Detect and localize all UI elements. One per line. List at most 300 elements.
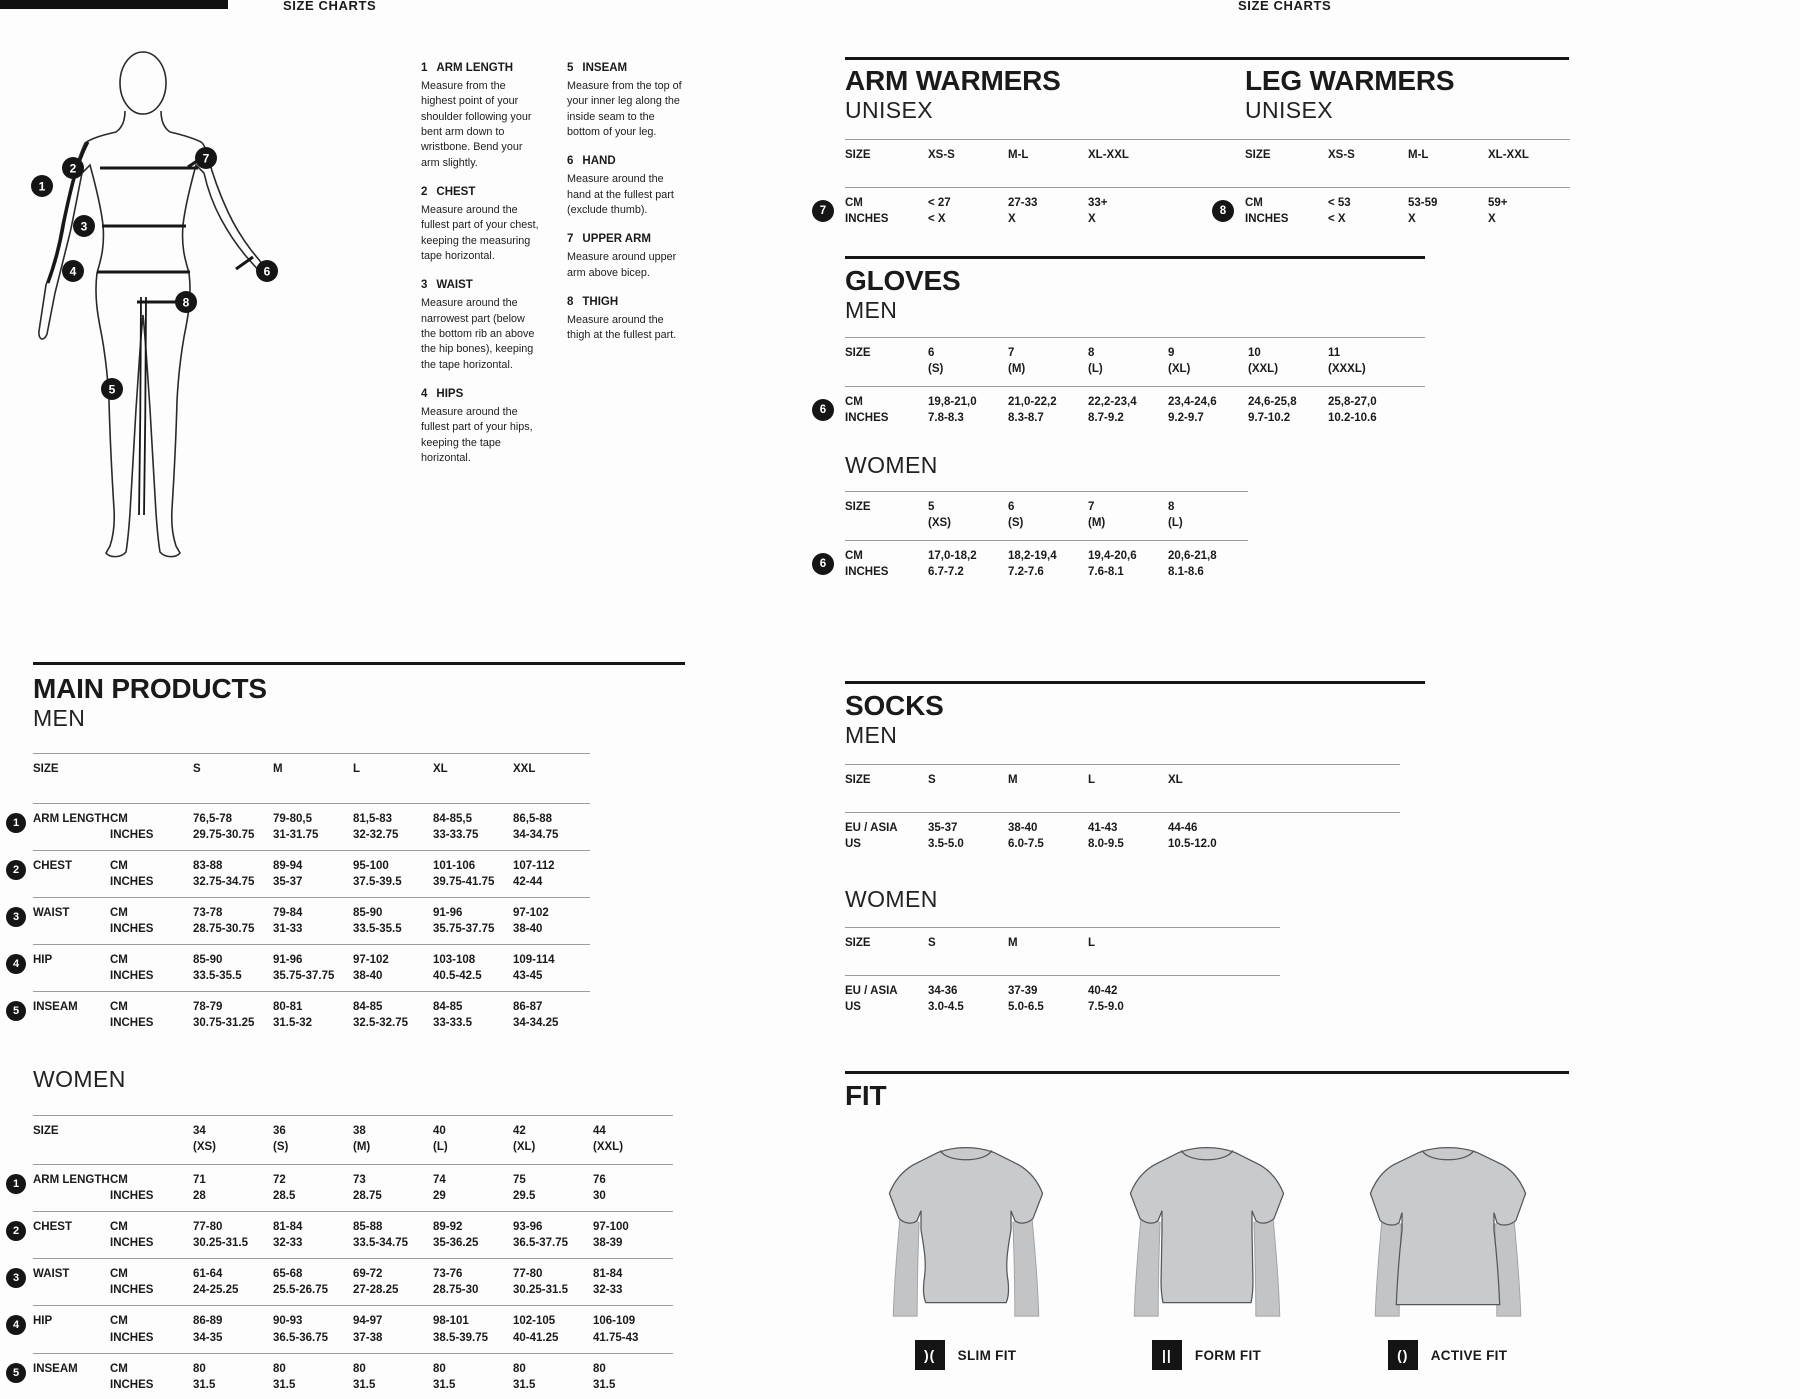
value-cell: 61-64 24-25.25 xyxy=(193,1268,239,1297)
measurement-row xyxy=(12,1305,673,1352)
instruction-title xyxy=(421,279,542,291)
gloves-women-table xyxy=(819,491,1248,587)
table-header-row xyxy=(845,927,1280,976)
size-column-header: L xyxy=(1088,773,1096,786)
size-column-header: 8 (L) xyxy=(1088,346,1103,375)
diagram-badge-8: 8 xyxy=(182,295,190,310)
fit-item-active xyxy=(1327,1138,1568,1370)
value-cell: 79-84 31-33 xyxy=(273,907,303,936)
table-header-row xyxy=(845,491,1248,541)
diagram-badge-2: 2 xyxy=(69,161,77,176)
diagram-badge-4: 4 xyxy=(69,264,77,279)
row-badge: 2 xyxy=(6,860,26,880)
size-column-header: S xyxy=(193,762,201,775)
measurement-row xyxy=(12,991,590,1038)
instruction-number: 5 xyxy=(567,62,574,74)
measurement-row xyxy=(12,850,590,897)
hand-measure-line xyxy=(236,257,253,269)
unit-label: INCHES xyxy=(110,1237,154,1250)
unit-label: CM xyxy=(110,812,128,825)
row-badge: 1 xyxy=(6,1174,26,1194)
unit-labels xyxy=(110,952,193,984)
unit-label: INCHES xyxy=(110,970,154,983)
size-column-header: XS-S xyxy=(1328,148,1355,161)
unit-label: INCHES xyxy=(110,828,154,841)
value-cell: 40-42 7.5-9.0 xyxy=(1088,985,1124,1014)
leg-warmers-table xyxy=(1219,139,1570,234)
instruction-text: Measure from the top of your inner leg along the inside seam to the bottom of your leg. xyxy=(567,80,682,138)
instruction-item xyxy=(567,62,688,140)
unit-label: INCHES xyxy=(110,1331,154,1344)
value-cell: < 53 < X xyxy=(1328,196,1351,225)
warmers-divider xyxy=(845,57,1569,60)
table-values-row xyxy=(819,387,1425,433)
size-column-header: S xyxy=(928,773,936,786)
unit-label: EU / ASIA xyxy=(845,985,898,998)
active-fit-label xyxy=(1388,1340,1508,1370)
row-label: ARM LENGTH xyxy=(33,1173,110,1186)
table-header-row xyxy=(33,1115,673,1165)
unit-label: CM xyxy=(110,954,128,967)
value-cell: 80 31.5 xyxy=(273,1362,296,1391)
unit-label: INCHES xyxy=(845,212,889,225)
value-cell: 91-96 35.75-37.75 xyxy=(273,954,335,983)
size-column-header: 44 (XXL) xyxy=(593,1124,624,1153)
measurement-row xyxy=(12,1353,673,1399)
diagram-badge-6: 6 xyxy=(263,264,271,279)
unit-label: CM xyxy=(845,196,863,209)
row-label: ARM LENGTH xyxy=(33,812,110,825)
size-column-header: 34 (XS) xyxy=(193,1124,216,1153)
value-cell: 38-40 6.0-7.5 xyxy=(1008,821,1044,850)
value-cell: 76 30 xyxy=(593,1173,606,1202)
gloves-divider xyxy=(845,256,1425,259)
size-column-header: XXL xyxy=(513,762,536,775)
row-badge: 6 xyxy=(812,553,834,575)
instruction-title xyxy=(421,388,542,400)
main-products-divider xyxy=(33,662,685,665)
active-fit-shirt-illustration xyxy=(1350,1138,1546,1318)
instruction-number: 4 xyxy=(421,387,428,400)
value-cell: 22,2-23,4 8.7-9.2 xyxy=(1088,395,1137,424)
main-products-men-table xyxy=(12,753,590,1039)
row-label: HIP xyxy=(33,954,53,967)
table-header-row xyxy=(845,764,1400,813)
instruction-text: Measure around the narrowest part (below the bottom rib an above the hip bones), keeping the tape horizontal. xyxy=(421,297,535,371)
row-label: WAIST xyxy=(33,907,70,919)
value-cell: 23,4-24,6 9.2-9.7 xyxy=(1168,395,1217,424)
row-label: WAIST xyxy=(33,1268,70,1281)
row-badge: 2 xyxy=(6,1221,26,1241)
unit-label: US xyxy=(845,1001,861,1014)
value-cell: 72 28.5 xyxy=(273,1173,296,1202)
table-header-row xyxy=(845,337,1425,387)
unit-labels xyxy=(845,820,928,852)
value-cell: 102-105 40-41.25 xyxy=(513,1315,559,1344)
value-cell: 98-101 38.5-39.75 xyxy=(433,1315,488,1344)
table-header-row xyxy=(1245,139,1570,188)
row-badge: 1 xyxy=(6,813,26,833)
unit-labels xyxy=(110,1361,193,1393)
slim-fit-shirt-illustration xyxy=(868,1138,1064,1318)
measurement-row xyxy=(12,804,590,850)
row-badge: 5 xyxy=(6,1363,26,1383)
value-cell: 53-59 X xyxy=(1408,196,1438,225)
value-cell: 76,5-78 29.75-30.75 xyxy=(193,812,255,841)
row-label: HIP xyxy=(33,1315,53,1328)
unit-label: INCHES xyxy=(845,566,889,579)
unit-labels xyxy=(845,195,928,227)
value-cell: 69-72 27-28.25 xyxy=(353,1268,399,1297)
unit-label: CM xyxy=(110,859,128,872)
unit-labels xyxy=(110,811,193,843)
unit-labels xyxy=(110,858,193,890)
socks-men-subtitle: MEN xyxy=(845,722,898,749)
instruction-name: UPPER ARM xyxy=(582,233,651,246)
row-badge: 6 xyxy=(812,399,834,421)
size-column-header: 8 (L) xyxy=(1168,501,1183,530)
size-label: SIZE xyxy=(33,1124,59,1137)
instruction-item xyxy=(567,155,688,218)
socks-title: SOCKS xyxy=(845,690,944,721)
fit-divider xyxy=(845,1071,1569,1074)
value-cell: < 27 < X xyxy=(928,196,951,225)
row-label: INSEAM xyxy=(33,1001,78,1014)
measurement-instructions xyxy=(421,62,688,481)
instruction-item xyxy=(567,233,688,281)
instruction-title xyxy=(567,62,688,74)
value-cell: 106-109 41.75-43 xyxy=(593,1315,639,1344)
size-column-header: XL-XXL xyxy=(1088,148,1129,161)
diagram-badge-7: 7 xyxy=(202,151,210,166)
measurement-row xyxy=(12,1211,673,1258)
value-cell: 73-76 28.75-30 xyxy=(433,1268,479,1297)
unit-label: CM xyxy=(110,1001,128,1014)
value-cell: 85-90 33.5-35.5 xyxy=(353,907,402,936)
row-badge: 3 xyxy=(6,1268,26,1288)
instruction-number: 8 xyxy=(567,295,574,308)
socks-women-table xyxy=(845,927,1280,1022)
unit-label: INCHES xyxy=(110,1378,154,1391)
unit-label: EU / ASIA xyxy=(845,821,898,834)
body-measurement-diagram xyxy=(15,45,285,565)
unit-label: INCHES xyxy=(110,1284,154,1297)
leg-warmers-section xyxy=(1219,65,1570,234)
instruction-item xyxy=(567,296,688,344)
body-figure xyxy=(15,45,285,565)
value-cell: 19,8-21,0 7.8-8.3 xyxy=(928,395,977,424)
instructions-column-1 xyxy=(421,62,542,481)
instructions-column-2 xyxy=(567,62,688,481)
size-column-header: M xyxy=(1008,773,1018,786)
size-label: SIZE xyxy=(845,936,871,949)
fit-item-slim xyxy=(845,1138,1086,1370)
value-cell: 89-92 35-36.25 xyxy=(433,1221,479,1250)
value-cell: 81,5-83 32-32.75 xyxy=(353,812,399,841)
value-cell: 73-78 28.75-30.75 xyxy=(193,907,255,936)
value-cell: 93-96 36.5-37.75 xyxy=(513,1221,568,1250)
size-column-header: M xyxy=(1008,936,1018,949)
size-column-header: 7 (M) xyxy=(1008,346,1026,375)
row-badge: 3 xyxy=(6,907,26,927)
value-cell: 84-85 32.5-32.75 xyxy=(353,1001,408,1030)
value-cell: 97-102 38-40 xyxy=(353,954,389,983)
value-cell: 84-85,5 33-33.75 xyxy=(433,812,479,841)
instruction-item xyxy=(421,62,542,171)
unit-label: INCHES xyxy=(110,875,154,888)
instruction-number: 2 xyxy=(421,185,428,198)
instruction-name: CHEST xyxy=(436,185,476,198)
value-cell: 84-85 33-33.5 xyxy=(433,1001,473,1030)
value-cell: 89-94 35-37 xyxy=(273,859,303,888)
unit-labels xyxy=(110,999,193,1031)
measurement-row xyxy=(12,1165,673,1211)
value-cell: 75 29.5 xyxy=(513,1173,536,1202)
unit-labels xyxy=(845,983,928,1015)
unit-label: CM xyxy=(110,1362,128,1375)
value-cell: 19,4-20,6 7.6-8.1 xyxy=(1088,550,1137,579)
value-cell: 74 29 xyxy=(433,1173,446,1202)
value-cell: 17,0-18,2 6.7-7.2 xyxy=(928,550,977,579)
size-column-header: 36 (S) xyxy=(273,1124,289,1153)
value-cell: 59+ X xyxy=(1488,196,1508,225)
leg-warmers-subtitle: UNISEX xyxy=(1245,97,1334,124)
instruction-text: Measure around the fullest part of your hips, keeping the tape horizontal. xyxy=(421,405,533,464)
unit-labels xyxy=(1245,195,1328,227)
size-column-header: 40 (L) xyxy=(433,1124,448,1153)
row-badge: 4 xyxy=(6,954,26,974)
value-cell: 21,0-22,2 8.3-8.7 xyxy=(1008,395,1057,424)
instruction-title xyxy=(567,296,688,308)
instruction-title xyxy=(421,186,542,198)
main-products-title: MAIN PRODUCTS xyxy=(33,673,267,704)
size-column-header: XL-XXL xyxy=(1488,148,1529,161)
value-cell: 24,6-25,8 9.7-10.2 xyxy=(1248,395,1297,424)
diagram-badge-1: 1 xyxy=(38,179,46,194)
instruction-title xyxy=(567,155,688,167)
value-cell: 90-93 36.5-36.75 xyxy=(273,1315,328,1344)
form-fit-shirt-illustration xyxy=(1109,1138,1305,1318)
size-label: SIZE xyxy=(845,148,871,161)
value-cell: 85-88 33.5-34.75 xyxy=(353,1221,408,1250)
row-label: INSEAM xyxy=(33,1362,78,1375)
top-edge-strip xyxy=(0,0,228,9)
value-cell: 80 31.5 xyxy=(193,1362,216,1391)
socks-section xyxy=(845,691,1425,1022)
unit-labels xyxy=(110,1313,193,1345)
value-cell: 25,8-27,0 10.2-10.6 xyxy=(1328,395,1377,424)
size-column-header: 42 (XL) xyxy=(513,1124,536,1153)
instruction-name: WAIST xyxy=(436,279,473,292)
size-column-header: L xyxy=(353,762,361,775)
value-cell: 95-100 37.5-39.5 xyxy=(353,859,402,888)
size-column-header: M xyxy=(273,762,283,775)
value-cell: 83-88 32.75-34.75 xyxy=(193,859,255,888)
instruction-text: Measure around the thigh at the fullest part. xyxy=(567,313,677,342)
value-cell: 20,6-21,8 8.1-8.6 xyxy=(1168,550,1217,579)
diagram-badge-5: 5 xyxy=(108,382,116,397)
unit-label: INCHES xyxy=(110,923,154,936)
size-column-header: M-L xyxy=(1408,148,1429,161)
size-label: SIZE xyxy=(845,773,871,786)
row-badge: 8 xyxy=(1212,200,1234,222)
slim-fit-label xyxy=(915,1340,1017,1370)
measurement-row xyxy=(12,944,590,991)
size-label: SIZE xyxy=(33,762,59,775)
active-fit-icon: () xyxy=(1388,1340,1418,1370)
socks-men-table xyxy=(845,764,1400,859)
unit-labels xyxy=(110,905,193,937)
value-cell: 27-33 X xyxy=(1008,196,1038,225)
unit-labels xyxy=(845,548,928,580)
slim-fit-name: SLIM FIT xyxy=(957,1347,1017,1363)
instruction-text: Measure around the hand at the fullest part (exclude thumb). xyxy=(567,173,674,216)
value-cell: 86,5-88 34-34.75 xyxy=(513,812,559,841)
unit-label: CM xyxy=(1245,196,1263,209)
gloves-men-table xyxy=(819,337,1425,433)
value-cell: 103-108 40.5-42.5 xyxy=(433,954,482,983)
fit-title: FIT xyxy=(845,1080,887,1111)
unit-labels xyxy=(110,1219,193,1251)
form-fit-name: FORM FIT xyxy=(1194,1347,1262,1363)
unit-label: CM xyxy=(110,1173,128,1186)
unit-label: INCHES xyxy=(845,411,889,424)
size-column-header: 6 (S) xyxy=(928,346,944,375)
page-header-right: SIZE CHARTS xyxy=(1238,0,1332,13)
value-cell: 80 31.5 xyxy=(433,1362,456,1391)
table-values-row xyxy=(845,976,1280,1022)
value-cell: 81-84 32-33 xyxy=(593,1268,623,1297)
size-column-header: 5 (XS) xyxy=(928,501,951,530)
size-column-header: 10 (XXL) xyxy=(1248,346,1279,375)
value-cell: 97-102 38-40 xyxy=(513,907,549,936)
value-cell: 44-46 10.5-12.0 xyxy=(1168,821,1217,850)
gloves-women-subtitle: WOMEN xyxy=(845,451,938,478)
size-column-header: XL xyxy=(1168,773,1183,786)
value-cell: 73 28.75 xyxy=(353,1173,382,1202)
value-cell: 41-43 8.0-9.5 xyxy=(1088,821,1124,850)
unit-label: CM xyxy=(845,395,863,408)
page-header-left: SIZE CHARTS xyxy=(283,0,377,13)
instruction-number: 6 xyxy=(567,155,574,168)
instruction-text: Measure around upper arm above bicep. xyxy=(567,251,677,279)
value-cell: 86-87 34-34.25 xyxy=(513,1001,559,1030)
size-column-header: S xyxy=(928,936,936,949)
form-fit-icon: || xyxy=(1152,1340,1182,1370)
instruction-number: 7 xyxy=(567,233,574,246)
value-cell: 79-80,5 31-31.75 xyxy=(273,812,319,841)
instruction-name: ARM LENGTH xyxy=(436,62,514,74)
instruction-title xyxy=(421,62,542,74)
inseam-measure-line xyxy=(139,297,141,515)
unit-label: CM xyxy=(110,1221,128,1234)
unit-label: INCHES xyxy=(110,1017,154,1030)
unit-labels xyxy=(110,1172,193,1204)
fit-illustrations-row xyxy=(845,1138,1569,1370)
value-cell: 80 31.5 xyxy=(513,1362,536,1391)
main-products-women-subtitle: WOMEN xyxy=(33,1065,126,1092)
value-cell: 37-39 5.0-6.5 xyxy=(1008,985,1044,1014)
fit-item-form xyxy=(1086,1138,1327,1370)
instruction-number: 1 xyxy=(421,62,428,74)
size-column-header: 6 (S) xyxy=(1008,501,1024,530)
size-label: SIZE xyxy=(845,501,871,514)
form-fit-label xyxy=(1152,1340,1261,1370)
unit-label: US xyxy=(845,837,861,850)
value-cell: 33+ X xyxy=(1088,196,1108,225)
instruction-item xyxy=(421,186,542,264)
size-column-header: 7 (M) xyxy=(1088,501,1106,530)
size-column-header: L xyxy=(1088,936,1096,949)
value-cell: 35-37 3.5-5.0 xyxy=(928,821,964,850)
value-cell: 34-36 3.0-4.5 xyxy=(928,985,964,1014)
arm-warmers-title: ARM WARMERS xyxy=(845,65,1061,96)
gloves-men-subtitle: MEN xyxy=(845,297,898,324)
value-cell: 101-106 39.75-41.75 xyxy=(433,859,495,888)
unit-labels xyxy=(845,394,928,426)
measurement-row xyxy=(12,1258,673,1305)
row-badge: 4 xyxy=(6,1315,26,1335)
value-cell: 71 28 xyxy=(193,1173,206,1202)
unit-label: INCHES xyxy=(110,1189,154,1202)
size-column-header: 9 (XL) xyxy=(1168,346,1191,375)
leg-warmers-title: LEG WARMERS xyxy=(1245,65,1455,96)
slim-fit-icon: )( xyxy=(915,1340,945,1370)
value-cell: 80-81 31.5-32 xyxy=(273,1001,313,1030)
table-values-row xyxy=(845,813,1400,859)
size-column-header: 11 (XXXL) xyxy=(1328,346,1366,375)
value-cell: 94-97 37-38 xyxy=(353,1315,383,1344)
size-column-header: 38 (M) xyxy=(353,1124,371,1153)
size-label: SIZE xyxy=(1245,148,1271,161)
value-cell: 91-96 35.75-37.75 xyxy=(433,907,495,936)
value-cell: 18,2-19,4 7.2-7.6 xyxy=(1008,550,1057,579)
unit-label: CM xyxy=(110,1315,128,1328)
row-badge: 5 xyxy=(6,1001,26,1021)
socks-divider xyxy=(845,681,1425,684)
instruction-name: THIGH xyxy=(582,295,619,308)
instruction-text: Measure around the fullest part of your chest, keeping the measuring tape horizontal. xyxy=(421,203,539,262)
size-column-header: XS-S xyxy=(928,148,955,161)
row-badge: 7 xyxy=(812,200,834,222)
main-products-women-table xyxy=(12,1115,673,1399)
unit-labels xyxy=(110,1266,193,1298)
gloves-title: GLOVES xyxy=(845,265,961,296)
value-cell: 86-89 34-35 xyxy=(193,1315,223,1344)
main-products-men-subtitle: MEN xyxy=(33,705,86,732)
instruction-name: INSEAM xyxy=(582,62,628,74)
value-cell: 80 31.5 xyxy=(593,1362,616,1391)
value-cell: 65-68 25.5-26.75 xyxy=(273,1268,328,1297)
value-cell: 77-80 30.25-31.5 xyxy=(193,1221,248,1250)
unit-label: CM xyxy=(110,1268,128,1281)
arm-warmers-subtitle: UNISEX xyxy=(845,97,934,124)
main-products-section xyxy=(12,673,685,1399)
instruction-item xyxy=(421,279,542,373)
instruction-name: HIPS xyxy=(436,387,464,400)
size-column-header: XL xyxy=(433,762,448,775)
table-values-row xyxy=(1219,188,1570,234)
value-cell: 80 31.5 xyxy=(353,1362,376,1391)
row-label: CHEST xyxy=(33,1221,72,1234)
socks-women-subtitle: WOMEN xyxy=(845,885,938,912)
size-column-header: M-L xyxy=(1008,148,1029,161)
size-label: SIZE xyxy=(845,346,871,359)
table-header-row xyxy=(33,753,590,804)
instruction-number: 3 xyxy=(421,279,428,292)
table-values-row xyxy=(819,541,1248,587)
value-cell: 107-112 42-44 xyxy=(513,859,555,888)
